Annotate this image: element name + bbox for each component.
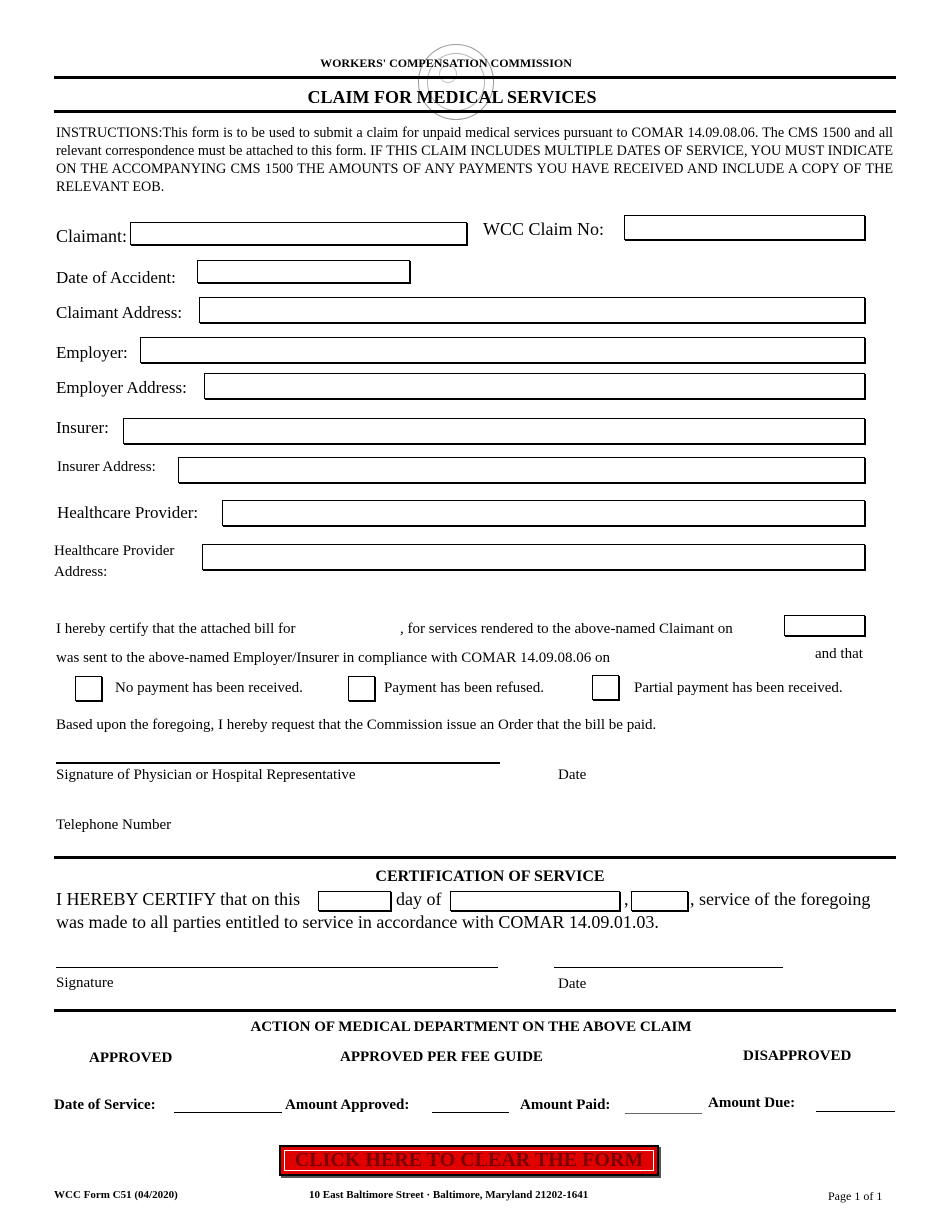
physician-signature-label: Signature of Physician or Hospital Representative [56,767,356,783]
claimant-field[interactable] [130,222,467,245]
certify-text-a: I hereby certify that the attached bill for [56,621,296,637]
payment-refused-label: Payment has been refused. [384,680,544,696]
request-text: Based upon the foregoing, I hereby request that the Commission issue an Order that the bill be paid. [56,717,657,733]
certify-text-line2: was sent to the above-named Employer/Insurer in compliance with COMAR 14.09.08.06 on [56,650,611,666]
form-id: WCC Form C51 (04/2020) [54,1189,178,1201]
amount-paid-label: Amount Paid: [520,1097,611,1113]
service-text-b: day of [396,889,442,909]
claimant-address-field[interactable] [199,297,865,323]
employer-field[interactable] [140,337,865,363]
wcc-claim-no-label: WCC Claim No: [483,219,604,239]
claimant-address-label: Claimant Address: [56,303,183,322]
service-day-field[interactable] [318,891,391,911]
amount-approved-label: Amount Approved: [285,1097,410,1113]
wcc-claim-no-field[interactable] [624,215,865,240]
section-rule-action [54,1009,896,1012]
footer-address: 10 East Baltimore Street · Baltimore, Maryland 21202-1641 [309,1189,589,1201]
employer-address-label: Employer Address: [56,378,187,397]
healthcare-provider-field[interactable] [222,500,865,526]
certify-text-b: , for services rendered to the above-named Claimant on [400,621,733,637]
approved-label: APPROVED [89,1050,173,1066]
healthcare-provider-address-field[interactable] [202,544,865,570]
service-date-line [554,967,783,968]
date-of-accident-field[interactable] [197,260,410,283]
payment-refused-checkbox[interactable] [348,676,375,701]
approved-fee-label: APPROVED PER FEE GUIDE [340,1049,543,1065]
action-heading: ACTION OF MEDICAL DEPARTMENT ON THE ABOVE CLAIM [250,1019,692,1035]
insurer-label: Insurer: [56,418,109,437]
healthcare-provider-label: Healthcare Provider: [57,503,199,522]
form-title: CLAIM FOR MEDICAL SERVICES [307,87,597,107]
healthcare-provider-address-label-2: Address: [54,564,108,580]
no-payment-label: No payment has been received. [115,680,303,696]
agency-name: WORKERS' COMPENSATION COMMISSION [320,56,572,70]
section-rule-service [54,856,896,859]
service-date-label: Date [558,976,587,992]
service-date-field[interactable] [784,615,865,636]
page-number: Page 1 of 1 [828,1189,883,1203]
service-text-a: I HEREBY CERTIFY that on this [56,889,301,909]
date-of-service-line[interactable] [174,1112,282,1113]
service-month-field[interactable] [450,891,620,911]
healthcare-provider-address-label-1: Healthcare Provider [54,543,175,559]
partial-payment-checkbox[interactable] [592,675,619,700]
clear-form-button-label: CLICK HERE TO CLEAR THE FORM [294,1149,644,1171]
physician-date-label: Date [558,767,587,783]
amount-due-line[interactable] [816,1111,895,1112]
partial-payment-label: Partial payment has been received. [634,680,843,696]
employer-address-field[interactable] [204,373,865,399]
disapproved-label: DISAPPROVED [743,1048,852,1064]
date-of-accident-label: Date of Accident: [56,268,176,287]
claimant-label: Claimant: [56,226,127,246]
service-year-field[interactable] [631,891,688,911]
amount-paid-line[interactable] [625,1113,702,1114]
amount-approved-line[interactable] [432,1112,509,1113]
insurer-field[interactable] [123,418,865,444]
no-payment-checkbox[interactable] [75,676,102,701]
clear-form-button[interactable] [279,1145,659,1176]
employer-label: Employer: [56,343,128,362]
physician-signature-line [56,762,500,764]
and-that-text: and that [815,646,863,662]
insurer-address-field[interactable] [178,457,865,483]
telephone-label: Telephone Number [56,817,172,833]
service-signature-line [56,967,498,968]
service-signature-label: Signature [56,975,114,991]
amount-due-label: Amount Due: [708,1095,796,1111]
certification-of-service-heading: CERTIFICATION OF SERVICE [375,868,605,885]
header-rule-top [54,76,896,79]
service-text-d: , service of the foregoing [690,889,871,909]
service-text-c: , [624,889,629,909]
date-of-service-label: Date of Service: [54,1097,156,1113]
instructions-text: INSTRUCTIONS:This form is to be used to submit a claim for unpaid medical services pursuant to COMAR 14.09.08.06. The CMS 1500 and all relevant correspondence must be attached to this form. IF THIS CLAIM INCLUDES MULTIPLE DATES OF SERVICE, YOU MUST INDICATE ON THE ACCOMPANYING CMS 1500 THE AMOUNTS OF ANY PAYMENTS YOU HAVE RECEIVED AND INCLUDE A COPY OF THE RELEVANT EOB. [56,125,893,195]
header-rule-bottom [54,110,896,113]
service-text-line2: was made to all parties entitled to service in accordance with COMAR 14.09.01.03. [56,912,659,932]
insurer-address-label: Insurer Address: [57,459,156,475]
